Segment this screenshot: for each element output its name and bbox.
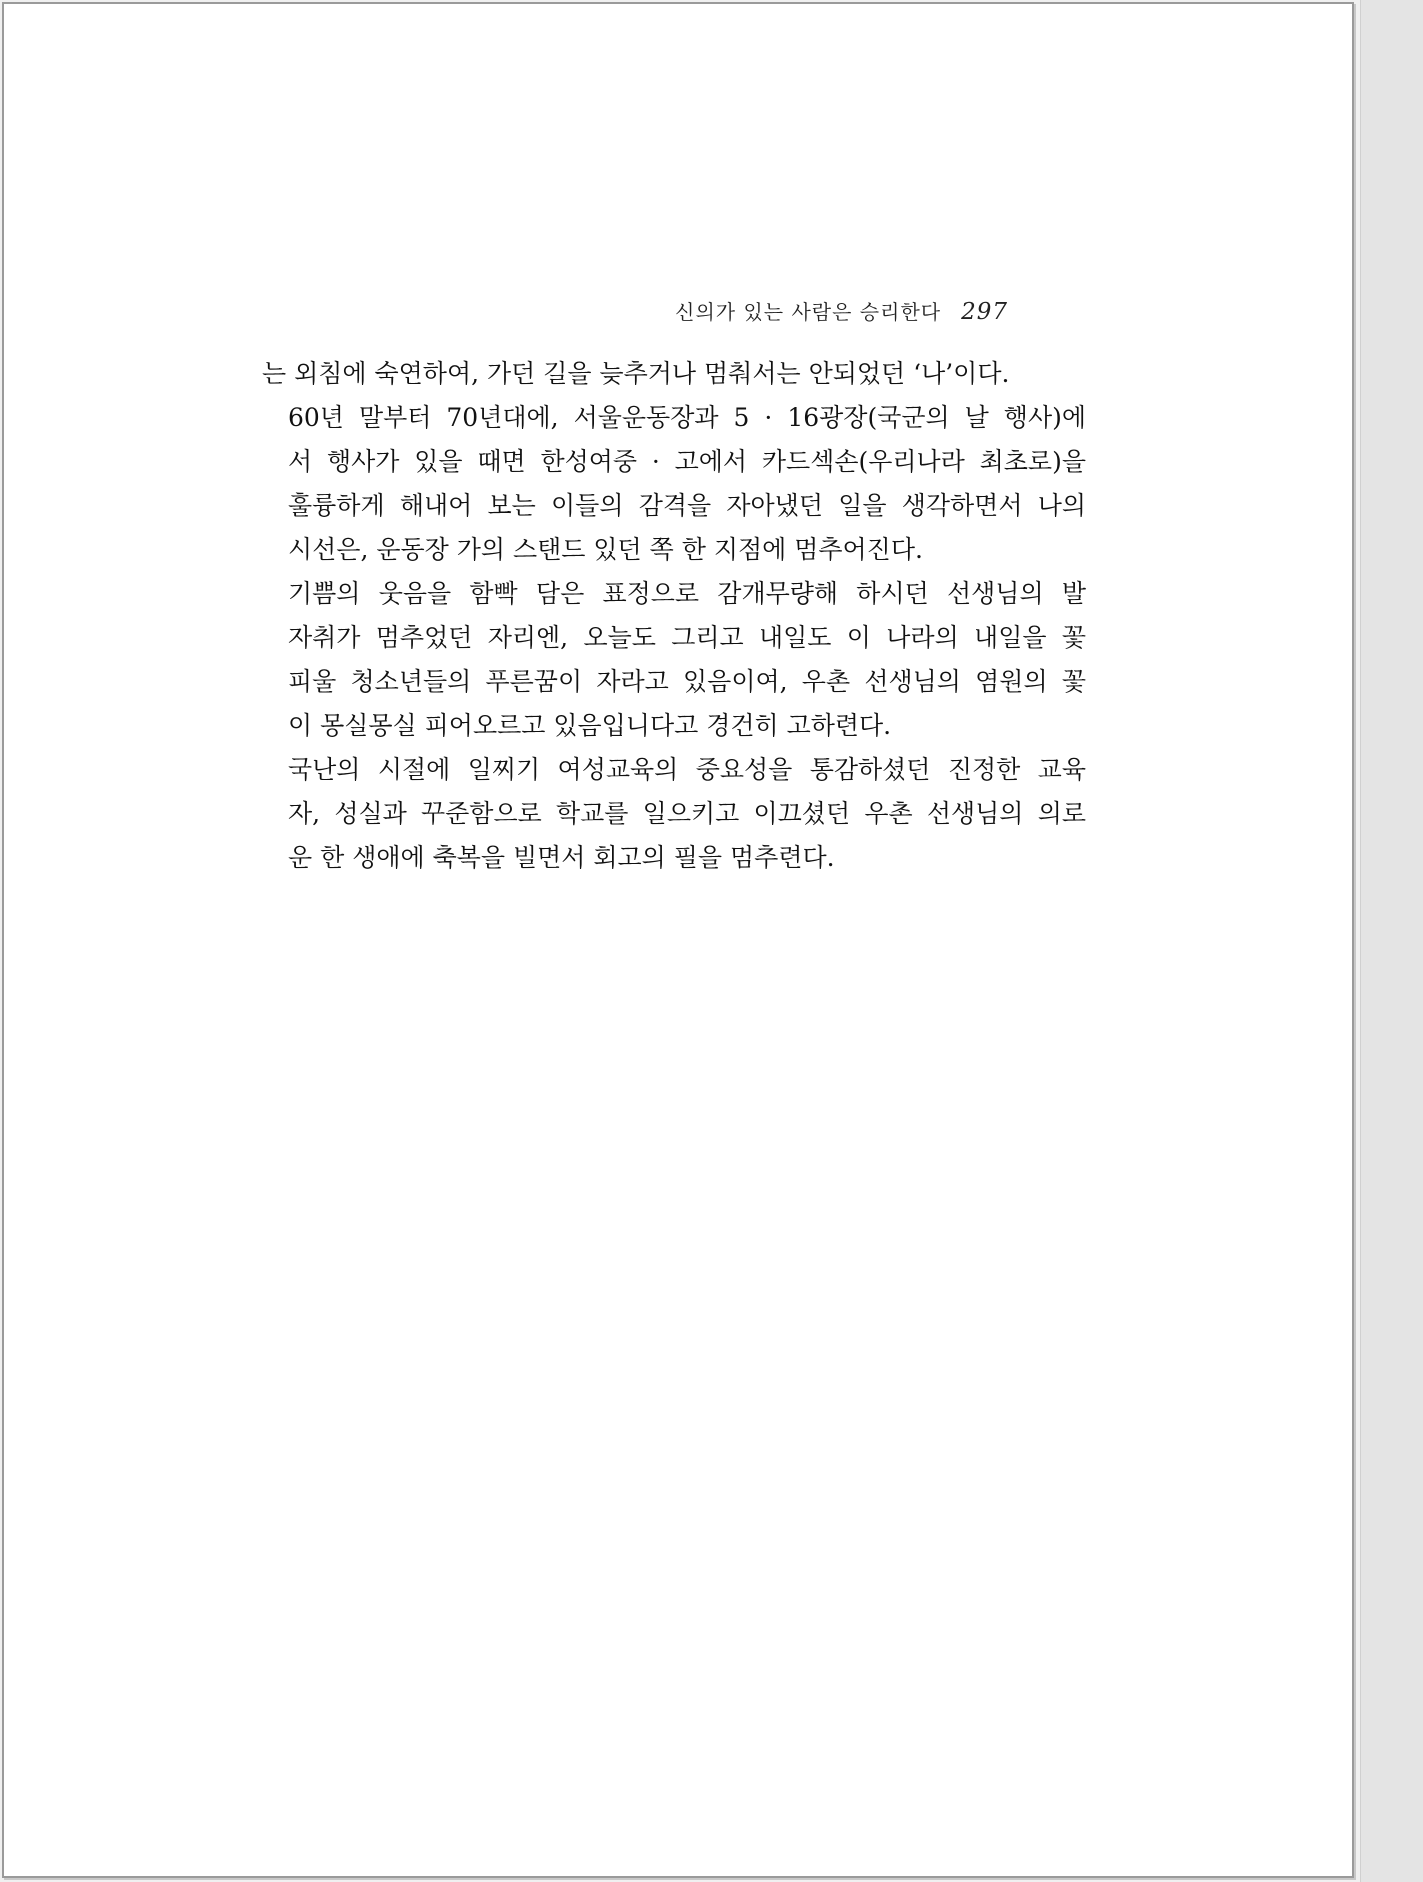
text-line: 이 몽실몽실 피어오르고 있음입니다고 경건히 고하련다. [288,711,892,740]
paragraph [262,572,1086,748]
text-line: 피울 청소년들의 푸른꿈이 자라고 있음이여, 우촌 선생님의 염원의 꽃 [288,667,1086,696]
text-line: 기쁨의 웃음을 함빡 담은 표정으로 감개무량해 하시던 선생님의 발 [288,579,1086,608]
text-line: 자, 성실과 꾸준함으로 학교를 일으키고 이끄셨던 우촌 선생님의 의로 [288,799,1086,828]
paragraph [262,396,1086,572]
text-line: 는 외침에 숙연하여, 가던 길을 늦추거나 멈춰서는 안되었던 ‘나’이다. [262,359,1010,388]
paragraph [262,748,1086,880]
document-page [2,2,1354,1878]
text-line: 60년 말부터 70년대에, 서울운동장과 5 · 16광장(국군의 날 행사)에 [288,403,1086,432]
running-header [675,296,1008,325]
text-line: 국난의 시절에 일찌기 여성교육의 중요성을 통감하셨던 진정한 교육 [288,755,1086,784]
paragraph [262,352,1086,396]
viewer-background [1360,0,1423,1882]
text-line: 운 한 생애에 축복을 빌면서 회고의 필을 멈추련다. [288,843,835,872]
text-line: 시선은, 운동장 가의 스탠드 있던 쪽 한 지점에 멈추어진다. [288,535,923,564]
text-line: 자취가 멈추었던 자리엔, 오늘도 그리고 내일도 이 나라의 내일을 꽃 [288,623,1086,652]
text-line: 훌륭하게 해내어 보는 이들의 감격을 자아냈던 일을 생각하면서 나의 [288,491,1086,520]
page-number: 297 [961,299,1008,325]
body-text [262,352,1086,880]
running-header-title: 신의가 있는 사람은 승리한다 [675,300,942,324]
text-line: 서 행사가 있을 때면 한성여중 · 고에서 카드섹손(우리나라 최초로)을 [288,447,1086,476]
